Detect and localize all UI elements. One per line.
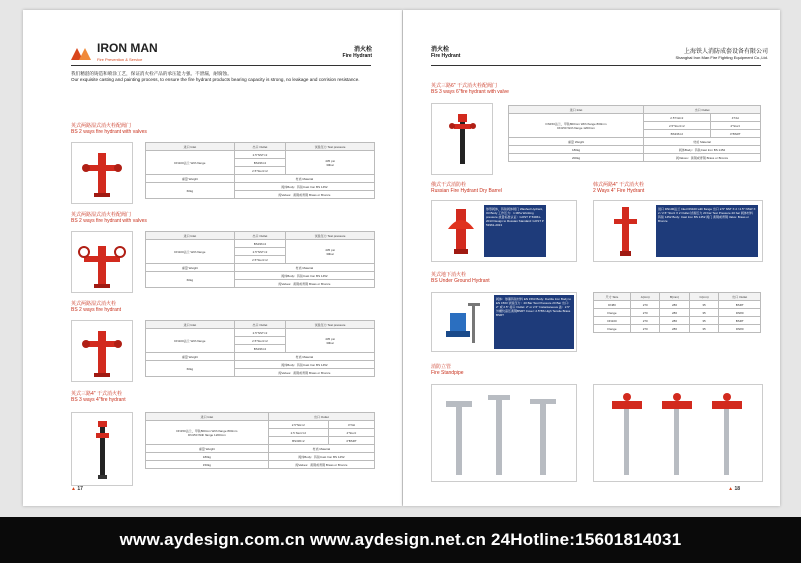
company-name: 上海铁人消防成套设备有限公司 Shanghai Iron Man Fire Fighting Equipment Co.,Ltd. [675,49,768,60]
product-photo [431,200,577,262]
underground-hydrant-icon [432,293,492,351]
page-number: ▲ 18 [728,486,740,492]
product-photo [71,142,133,204]
standpipe-valve-icon [594,385,762,481]
product-title: 英式三路6" 干式消火栓配阀门 BS 3 ways 6"fire hydrant with valve [431,83,509,95]
brand-tagline: Fire Prevention & Service [97,57,143,62]
product-title: 消防立管 Fire Standpipe [431,364,464,376]
brand-logo [71,43,158,65]
section-title [343,44,372,59]
spec-table: 进口 Inlet 出口 Outlet 试验压力 Test pressure DN100法兰 With flange 2.5"NST×2 435 psi 30bar 2.5"Storz×2 BS336×2 重量 Weight 材质 Material 60kg 阀体Body：铸铁Cast Iron BS 1452 阀Valves：黄铜或青铜 Brass or Bronze [145,320,375,377]
russian-spec-panel: 球形阀体，铸铁阀体闸门 Washed Hydrant, Oil Body 工作压力：1 MPa Working pressure 质量标准认证：GOST P 53961-2013 Design to Russian Standard: GOST P 53961-2013 [484,205,546,257]
three-way-dry-hydrant-icon [72,413,132,485]
header-divider [71,65,371,66]
product-title: 英式两路湿式消火栓配阀门 BS 2 ways fire hydrant with valves [71,212,147,224]
product-title: 英式两路湿式消火栓 BS 2 ways fire hydrant [71,301,122,313]
section-title [431,44,460,59]
standpipe-silver-icon [432,385,576,481]
page-number: ▲ 17 [71,486,83,492]
spec-table: 进口 Inlet 出口 Outlet 试验压力 Test pressure DN100法兰 With flange BS336×2 435 psi 30bar 2.5"NST×2 2.5"Storz×2 重量 Weight 材质 Material 60kg 阀体Body：铸铁Cast Iron BS 1452 阀Valves：黄铜或青铜 Brass or Bronze [145,231,375,288]
page-mark-icon: ▲ [728,486,734,492]
spec-table: 进口 Inlet 出口 Outlet DN150法兰，甲铁800mm With flange 800mm DN150 With flange 1200mm 2.5"NH×2 4"NH 2.5"Storz×2 4"Storz BS336×2 4"BSRT 重量 Weight 材质 Material 180kg 阀体Body：铸铁Cast Iron BS 1452 200kg 阀Valves：黄铜或青铜 Brass or Bronze [508,105,761,162]
product-photo [71,320,133,382]
product-photo [71,412,133,486]
three-way-hydrant-valve-icon [432,104,492,174]
logo-mark-icon [71,46,93,62]
product-title: 英式两路湿式消火栓配阀门 BS 2 ways fire hydrant with valves [71,123,147,135]
spec-table: 进口 Inlet 出口 Outlet DN150法兰，甲铁800mm With flange 800mm DN150 With flange 1200mm 2.5"NH×2 4"NH 2.5 Storz×2 4"Storz BS336×2 4"BSRT 重量 Weight 材质 Material 180kg 阀体Body：铸铁Cast Iron BS 1452 150kg 阀Valves：黄铜或青铜 Brass or Bronze [145,412,375,469]
header-divider [431,65,761,66]
underground-spec-panel: 阀体：球墨铸铁材料 EN 1563 Body: Ductile Iron Body to EN 1563 试验压力：20 Bar Test Pressure 20 Bar 出口：2" 或 2.5" 接口 Outlet: 2" or 2.5" Instantaneous 盖：2.5" 外螺纹高压黄铜BSRT Cover: 2.5"BS High Tensile Brass BSRT [494,295,574,349]
product-title: 韩式两路4" 干式消火栓 2 Ways 4" Fire Hydrant [593,182,645,194]
two-way-hydrant-valve-icon [72,232,132,292]
product-photo [431,292,577,352]
product-photo [431,384,577,482]
brand-name: IRON MAN Fire Prevention & Service [97,43,158,65]
right-page [403,10,780,506]
korean-hydrant-icon [600,201,650,261]
section-title-en: Fire Hydrant [431,53,461,59]
two-way-hydrant-icon [72,321,132,381]
section-title-cn: 消火栓 [353,47,372,53]
russian-hydrant-icon [436,201,486,261]
footer-banner: www.aydesign.com.cn www.aydesign.net.cn 24Hotline:15601814031 [0,517,801,563]
product-photo [593,384,763,482]
product-title: 俄式干式消防栓 Russian Fire Hydrant Dry Barrel [431,182,502,194]
spec-table: 进口 Inlet 出口 Outlet 试验压力 Test pressure DN100法兰 With flange 2.5"NST×2 435 psi 30bar BS336×2 2.5"Storz×2 重量 Weight 材质 Material 60kg 阀体Body：铸铁Cast Iron BS 1452 阀Valves：黄铜或青铜 Brass or Bronze [145,142,375,199]
left-page [23,10,402,506]
product-title: 英式三路4" 干式消火栓 BS 3 ways 4"fire hydrant [71,391,126,403]
section-title-cn: 消火栓 [431,47,450,53]
product-title: 英式地下消火栓 BS Under Ground Hydrant [431,272,490,284]
section-title-en: Fire Hydrant [342,53,372,59]
underground-size-table: 尺寸 Size A(mm) B(mm) C(mm) 出口 Outlet DN80 270 286 35 BSRT Flange 270 286 35 DN80 DN100 270 286 35 BSRT Flange 270 286 35 DN80 [593,292,761,333]
product-photo [593,200,763,262]
two-way-hydrant-icon [72,143,132,203]
product-photo [431,103,493,175]
product-photo [71,231,133,293]
page-mark-icon: ▲ [71,486,76,492]
korean-spec-panel: 进口 DN100法兰 Inlet DN100 with flange 出口 2.5" NST X 2 / 2.5" NSW X 2 / 2.5" Storz X 2 Outlet 试验压力 20 bar Test Pressure 20 bar 阀体材料 铸铁 1452 Body: Cast Iron BS 1452 阀门 黄铜或青铜 Valve: Brass or Bronze [656,205,758,257]
intro-text: 我们精湛的铸造和喷涂工艺，保证消火栓产品的承压能力强。不泄漏，耐腐蚀。 Our exquisite casting and painting process, to ensure the fire hydrant products bearing capacity is strong, no leakage and corrision resistance. [71,71,360,82]
